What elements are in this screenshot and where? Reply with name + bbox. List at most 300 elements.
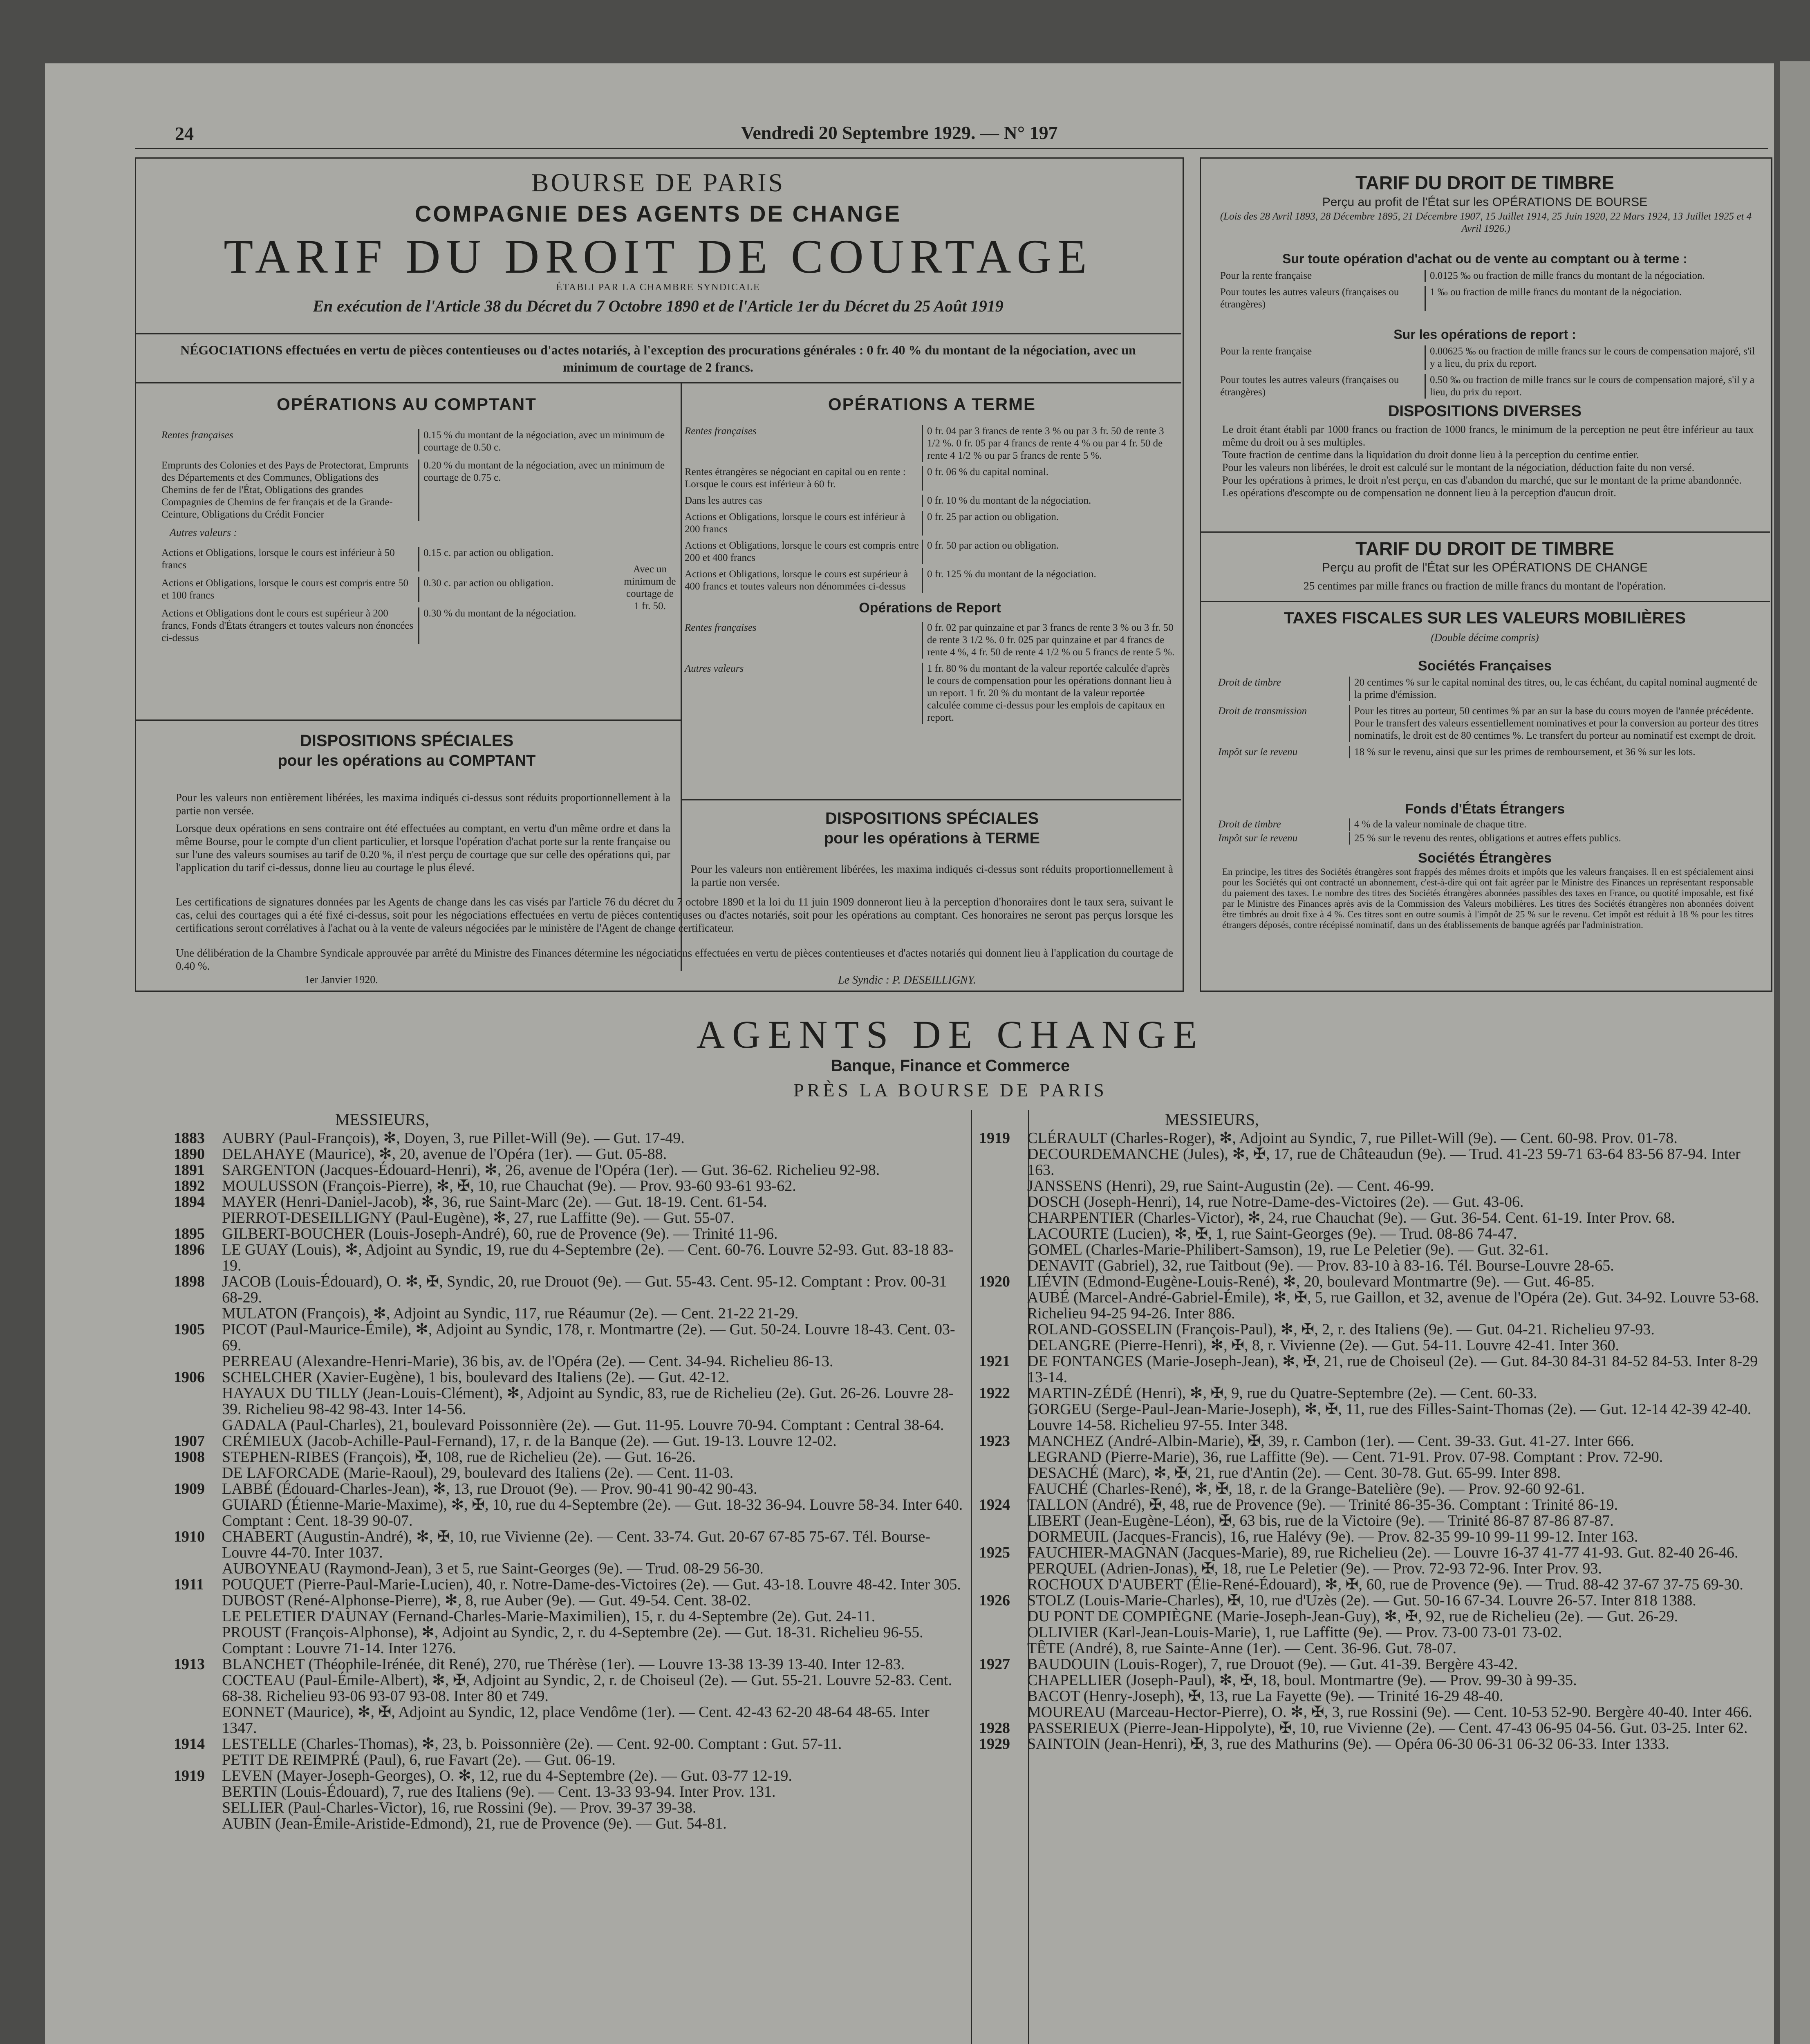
agent-entry	[174, 1417, 967, 1433]
timbre-disposition: Les opérations d'escompte ou de compensation ne donnent lieu à la perception d'aucun droit.	[1222, 487, 1616, 499]
tax-value: Pour les titres au porteur, 50 centimes % par an sur la base du cours moyen de l'année précédente. Pour le transfert des valeurs essentiellement nominatives et pour la conversion au porteur des titres nominatifs, le droit est de 80 centimes %. Le transfert du porteur au nominatif est exempt de droit.	[1349, 705, 1762, 742]
agent-year: 1892	[174, 1177, 205, 1195]
agent-year	[174, 1784, 222, 1800]
agent-text: STEPHEN-RIBES (François), ✠, 108, rue de Richelieu (2e). — Gut. 16-26.	[222, 1448, 696, 1466]
courtage-footer-para2: Une délibération de la Chambre Syndicale approuvée par arrêté du Ministre des Finances détermine les négociations effectuées en vertu de pièces contentieuses et d'actes notariés qui donnent lieu à l'application du courtage de 0.40 %.	[176, 947, 1173, 972]
agent-year: 1924	[979, 1496, 1010, 1513]
taxes-title: TAXES FISCALES SUR LES VALEURS MOBILIÈRES	[1284, 609, 1686, 627]
agent-year: 1914	[174, 1735, 205, 1753]
agent-year	[174, 1800, 222, 1816]
agent-entry	[174, 1194, 967, 1210]
comptant-rule	[135, 719, 681, 721]
agent-entry	[979, 1593, 1766, 1609]
agent-text: BACOT (Henry-Joseph), ✠, 13, rue La Fayette (9e). — Trinité 16-29 48-40.	[1027, 1688, 1503, 1705]
agent-text: LABBÉ (Édouard-Charles-Jean), ✻, 13, rue Drouot (9e). — Prov. 90-41 90-42 90-43.	[222, 1480, 757, 1497]
agent-entry	[979, 1704, 1766, 1720]
agent-year	[979, 1704, 1027, 1720]
courtage-line1: BOURSE DE PARIS	[531, 168, 785, 197]
courtage-syndic: Le Syndic : P. DESEILLIGNY.	[838, 974, 976, 986]
agent-entry	[979, 1609, 1766, 1625]
agent-year: 1919	[174, 1767, 205, 1784]
agent-year	[174, 1417, 222, 1433]
tax-label: Droit de timbre	[1218, 819, 1281, 830]
timbre-subtitle: Perçu au profit de l'État sur les OPÉRATIONS DE BOURSE	[1322, 195, 1648, 209]
timbre-change-title: TARIF DU DROIT DE TIMBRE	[1355, 538, 1614, 559]
agent-entry	[174, 1178, 967, 1194]
agent-text: GADALA (Paul-Charles), 21, boulevard Poissonnière (2e). — Gut. 11-95. Louvre 70-94. Comptant : Central 38-64.	[222, 1416, 944, 1434]
agent-year	[979, 1672, 1027, 1688]
agent-text: SELLIER (Paul-Charles-Victor), 16, rue Rossini (9e). — Prov. 39-37 39-38.	[222, 1799, 697, 1816]
terme-heading: OPÉRATIONS A TERME	[828, 394, 1036, 414]
agent-text: DELAHAYE (Maurice), ✻, 20, avenue de l'Opéra (1er). — Gut. 05-88.	[222, 1145, 667, 1163]
agent-year: 1921	[979, 1353, 1010, 1370]
agent-entry	[174, 1226, 967, 1242]
timbre-change-text: 25 centimes par mille francs ou fraction de mille francs du montant de l'opération.	[1304, 580, 1666, 592]
agent-year	[174, 1816, 222, 1832]
agent-text: PASSERIEUX (Pierre-Jean-Hippolyte), ✠, 10, rue Vivienne (2e). — Cent. 47-43 06-95 04-56. Gut. 03-25. Inter 62.	[1027, 1719, 1748, 1737]
agent-text: LEVEN (Mayer-Joseph-Georges), O. ✻, 12, rue du 4-Septembre (2e). — Gut. 03-77 12-19.	[222, 1767, 792, 1784]
agent-entry	[174, 1577, 967, 1593]
agent-year: 1890	[174, 1145, 205, 1163]
agent-entry	[979, 1688, 1766, 1704]
agent-text: DECOURDEMANCHE (Jules), ✻, ✠, 17, rue de Châteaudun (9e). — Trud. 41-23 59-71 63-64 83-56 87-94. Inter 163.	[1027, 1145, 1741, 1179]
agent-text: CRÉMIEUX (Jacob-Achille-Paul-Fernand), 17, r. de la Banque (2e). — Gut. 19-13. Louvre 12-02.	[222, 1432, 837, 1450]
agent-year	[979, 1178, 1027, 1194]
agent-text: TALLON (André), ✠, 48, rue de Provence (9e). — Trinité 86-35-36. Comptant : Trinité 86-19.	[1027, 1496, 1618, 1513]
agent-year	[174, 1672, 222, 1704]
agent-entry	[174, 1529, 967, 1561]
agent-text: BLANCHET (Théophile-Irénée, dit René), 270, rue Thérèse (1er). — Louvre 13-38 13-39 13-40. Inter 12-83.	[222, 1656, 905, 1673]
agent-text: MULATON (François), ✻, Adjoint au Syndic, 117, rue Réaumur (2e). — Cent. 21-22 21-29.	[222, 1305, 799, 1322]
agent-text: PETIT DE REIMPRÉ (Paul), 6, rue Favart (2e). — Gut. 06-19.	[222, 1751, 616, 1768]
agent-entry	[979, 1641, 1766, 1656]
agent-entry	[174, 1561, 967, 1577]
timbre-disposition: Pour les valeurs non libérées, le droit est calculé sur le montant de la négociation, déduction faite du non versé.	[1222, 462, 1695, 473]
agent-text: GORGEU (Serge-Paul-Jean-Marie-Joseph), ✻, ✠, 11, rue des Filles-Saint-Thomas (2e). — Gut. 12-14 42-39 42-40. Louvre 14-58. Richelieu 97-55. Inter 348.	[1027, 1401, 1752, 1434]
agent-year	[979, 1625, 1027, 1641]
timbre-disposition: Toute fraction de centime dans la liquidation du droit donne lieu à la perception du centime entier.	[1222, 449, 1639, 461]
agent-entry	[174, 1354, 967, 1369]
agent-year	[979, 1577, 1027, 1593]
taxes-subtitle: (Double décime compris)	[1431, 632, 1539, 643]
agents-right-list	[979, 1130, 1766, 1752]
agent-year: 1894	[174, 1193, 205, 1210]
timbre-achat-heading: Sur toute opération d'achat ou de vente au comptant ou à terme :	[1282, 251, 1687, 266]
agent-text: DUBOST (René-Alphonse-Pierre), ✻, 8, rue Auber (9e). — Gut. 49-54. Cent. 38-02.	[222, 1592, 751, 1609]
agent-year	[979, 1146, 1027, 1178]
agent-entry	[979, 1433, 1766, 1449]
agent-entry	[174, 1146, 967, 1162]
rate-value: 0.30 % du montant de la négociation.	[423, 608, 576, 619]
agent-entry	[979, 1338, 1766, 1354]
terme-label: Rentes étrangères se négociant en capital ou en rente : Lorsque le cours est inférieur à 60 fr.	[685, 466, 906, 490]
agent-entry	[174, 1736, 967, 1752]
agent-text: LACOURTE (Lucien), ✻, ✠, 1, rue Saint-Georges (9e). — Trud. 08-86 74-47.	[1027, 1225, 1517, 1242]
agent-text: DESACHÉ (Marc), ✻, ✠, 21, rue d'Antin (2e). — Cent. 30-78. Gut. 65-99. Inter 898.	[1027, 1464, 1561, 1481]
report-value: 1 fr. 80 % du montant de la valeur reportée calculée d'après le cours de compensation pour les opérations donnant lieu à un report. 1 fr. 20 % du montant de la valeur reportée calculée comme ci-dessus pour les emplois de capitaux en report.	[922, 663, 1175, 724]
agent-text: DE LAFORCADE (Marie-Raoul), 29, boulevard des Italiens (2e). — Cent. 11-03.	[222, 1464, 734, 1481]
agent-text: LE PELETIER D'AUNAY (Fernand-Charles-Marie-Maximilien), 15, r. du 4-Septembre (2e). Gut. 24-11.	[222, 1608, 876, 1625]
agent-entry	[174, 1449, 967, 1465]
agent-entry	[174, 1784, 967, 1800]
agent-year	[174, 1354, 222, 1369]
agent-entry	[174, 1322, 967, 1354]
agent-entry	[174, 1369, 967, 1385]
agent-text: STOLZ (Louis-Marie-Charles), ✠, 10, rue d'Uzès (2e). — Gut. 50-16 67-34. Louvre 26-57. Inter 818 1388.	[1027, 1592, 1696, 1609]
timbre-value: 0.00625 ‰ ou fraction de mille francs sur le cours de compensation majoré, s'il y a lieu, du prix du report.	[1425, 345, 1760, 370]
agent-entry	[979, 1449, 1766, 1465]
agent-entry	[979, 1194, 1766, 1210]
agent-text: CHABERT (Augustin-André), ✻, ✠, 10, rue Vivienne (2e). — Cent. 33-74. Gut. 20-67 67-85 75-67. Tél. Bourse-Louvre 44-70. Inter 1037.	[222, 1528, 930, 1561]
agent-entry	[979, 1545, 1766, 1561]
terme-value: 0 fr. 125 % du montant de la négociation.	[922, 568, 1175, 593]
agent-entry	[979, 1226, 1766, 1242]
left-messieurs: MESSIEURS,	[335, 1110, 430, 1129]
agent-text: CLÉRAULT (Charles-Roger), ✻, Adjoint au Syndic, 7, rue Pillet-Will (9e). — Cent. 60-98. Prov. 01-78.	[1027, 1130, 1678, 1147]
agent-text: MAYER (Henri-Daniel-Jacob), ✻, 36, rue Saint-Marc (2e). — Gut. 18-19. Cent. 61-54.	[222, 1193, 767, 1210]
disp-comptant-heading: DISPOSITIONS SPÉCIALES	[300, 732, 514, 750]
agent-entry	[979, 1290, 1766, 1322]
terme-rule	[681, 799, 1181, 800]
agent-text: EONNET (Maurice), ✻, ✠, Adjoint au Syndic, 12, place Vendôme (1er). — Cent. 42-43 62-20 48-64 48-65. Inter 1347.	[222, 1703, 930, 1737]
agent-entry	[979, 1672, 1766, 1688]
rate-label: Actions et Obligations dont le cours est supérieur à 200 francs, Fonds d'États étrangers et toutes valeurs non énoncées ci-dessus	[161, 607, 419, 644]
timbre-change-subtitle: Perçu au profit de l'État sur les OPÉRATIONS DE CHANGE	[1322, 561, 1648, 574]
taxes-fr-heading: Sociétés Françaises	[1418, 658, 1552, 674]
agent-text: JACOB (Louis-Édouard), O. ✻, ✠, Syndic, 20, rue Drouot (9e). — Gut. 55-43. Cent. 95-12. Comptant : Prov. 00-31 68-29.	[222, 1273, 947, 1306]
timbre-label: Pour toutes les autres valeurs (françaises ou étrangères)	[1220, 374, 1399, 398]
disp-comptant-subheading: pour les opérations au COMPTANT	[278, 752, 536, 769]
timbre-rule	[1200, 531, 1770, 533]
agent-entry	[174, 1433, 967, 1449]
agent-text: LEGRAND (Pierre-Marie), 36, rue Laffitte (9e). — Cent. 71-91. Prov. 07-98. Comptant : Prov. 72-90.	[1027, 1448, 1663, 1466]
tax-label: Impôt sur le revenu	[1218, 746, 1298, 758]
terme-rates	[685, 425, 1175, 728]
minimum-note: Avec un minimum de courtage de 1 fr. 50.	[624, 564, 676, 612]
timbre-dispositions-heading: DISPOSITIONS DIVERSES	[1388, 403, 1582, 420]
courtage-rule-2	[135, 382, 1181, 383]
agent-year	[979, 1290, 1027, 1322]
terme-value: 0 fr. 25 par action ou obligation.	[922, 511, 1175, 536]
agent-year: 1911	[174, 1576, 204, 1593]
agent-year: 1929	[979, 1735, 1010, 1753]
agent-year	[174, 1561, 222, 1577]
agent-year	[174, 1210, 222, 1226]
report-label: Rentes françaises	[685, 622, 757, 633]
agents-subtitle: Banque, Finance et Commerce	[831, 1057, 1070, 1075]
agent-year	[979, 1194, 1027, 1210]
agent-entry	[979, 1529, 1766, 1545]
disp-terme-para: Pour les valeurs non entièrement libérées, les maxima indiqués ci-dessus sont réduits proportionnellement à la partie non versée.	[691, 863, 1173, 888]
agent-text: AUBOYNEAU (Raymond-Jean), 3 et 5, rue Saint-Georges (9e). — Trud. 08-29 56-30.	[222, 1560, 764, 1577]
report-label: Autres valeurs	[685, 663, 744, 674]
agent-text: MARTIN-ZÉDÉ (Henri), ✻, ✠, 9, rue du Quatre-Septembre (2e). — Cent. 60-33.	[1027, 1385, 1537, 1402]
courtage-footer-para1: Les certifications de signatures données par les Agents de change dans les cas visés par l'article 76 du décret du 7 octobre 1890 et la loi du 11 juin 1909 donneront lieu à la perception d'honoraires dont le taux sera, suivant le cas, celui des courtages qui a été fixé ci-dessus, soit pour les négociations effectuées en vertu de pièces contentieuses ou d'actes notariés, soit pour les opérations au comptant. Ces honoraires ne seront pas perçus lorsque les certifications seront corrélatives à l'achat ou à la vente de valeurs négociées par le ministère de l'Agent de change certificateur.	[176, 896, 1173, 934]
agents-col-divider	[971, 1110, 972, 2044]
agent-year	[174, 1704, 222, 1736]
agent-text: SAINTOIN (Jean-Henri), ✠, 3, rue des Mathurins (9e). — Opéra 06-30 06-31 06-32 06-33. Inter 1333.	[1027, 1735, 1669, 1753]
agent-entry	[174, 1609, 967, 1625]
agent-year	[979, 1513, 1027, 1529]
agent-entry	[174, 1274, 967, 1306]
courtage-title: TARIF DU DROIT DE COURTAGE	[224, 230, 1093, 283]
agent-text: FAUCHÉ (Charles-René), ✻, ✠, 18, r. de la Grange-Batelière (9e). — Prov. 92-60 92-61.	[1027, 1480, 1585, 1497]
agent-text: LIBERT (Jean-Eugène-Léon), ✠, 63 bis, rue de la Victoire (9e). — Trinité 86-87 87-86 87-87.	[1027, 1512, 1614, 1529]
header-rule	[135, 148, 1768, 149]
courtage-col-divider	[681, 382, 682, 971]
rate-label: Actions et Obligations, lorsque le cours est compris entre 50 et 100 francs	[161, 577, 419, 602]
agent-text: HAYAUX DU TILLY (Jean-Louis-Clément), ✻, Adjoint au Syndic, 83, rue de Richelieu (2e). Gut. 26-26. Louvre 28-39. Richelieu 98-42 98-43. Inter 14-56.	[222, 1385, 954, 1418]
agent-text: CHARPENTIER (Charles-Victor), ✻, 24, rue Chauchat (9e). — Gut. 36-54. Cent. 61-19. Inter Prov. 68.	[1027, 1209, 1675, 1226]
timbre-laws: (Lois des 28 Avril 1893, 28 Décembre 1895, 21 Décembre 1907, 15 Juillet 1914, 25 Juin 1920, 22 Mars 1924, 13 Juillet 1925 et 4 Avril 1926.)	[1220, 211, 1752, 234]
agent-entry	[174, 1465, 967, 1481]
agent-entry	[979, 1720, 1766, 1736]
agent-entry	[174, 1242, 967, 1274]
terme-value: 0 fr. 50 par action ou obligation.	[922, 540, 1175, 564]
timbre-value: 0.0125 ‰ ou fraction de mille francs du montant de la négociation.	[1425, 270, 1760, 282]
agent-entry	[979, 1322, 1766, 1338]
agent-text: FAUCHIER-MAGNAN (Jacques-Marie), 89, rue Richelieu (2e). — Louvre 16-37 41-77 41-93. Gut. 82-40 26-46.	[1027, 1544, 1738, 1561]
agent-entry	[979, 1130, 1766, 1146]
agent-text: PERQUEL (Adrien-Jonas), ✠, 18, rue Le Peletier (9e). — Prov. 72-93 72-96. Inter Prov. 93.	[1027, 1560, 1602, 1577]
adjacent-page-edge	[1780, 61, 1810, 2044]
agent-text: TÊTE (André), 8, rue Sainte-Anne (1er). — Cent. 36-96. Gut. 78-07.	[1027, 1640, 1456, 1657]
autres-valeurs: Autres valeurs :	[170, 527, 237, 538]
agent-entry	[979, 1656, 1766, 1672]
timbre-label: Pour la rente française	[1220, 346, 1312, 357]
agent-year	[979, 1465, 1027, 1481]
taxes-etr-list	[1218, 818, 1762, 846]
tax-label: Droit de timbre	[1218, 677, 1281, 688]
terme-value: 0 fr. 06 % du capital nominal.	[922, 466, 1175, 491]
agent-text: COCTEAU (Paul-Émile-Albert), ✻, ✠, Adjoint au Syndic, 2, r. de Choiseul (2e). — Gut. 55-21. Louvre 52-83. Cent. 68-38. Richelieu 93-06 93-07 93-08. Inter 80 et 749.	[222, 1672, 952, 1705]
agent-entry	[174, 1130, 967, 1146]
agent-entry	[979, 1736, 1766, 1752]
agent-text: ROLAND-GOSSELIN (François-Paul), ✻, ✠, 2, r. des Italiens (9e). — Gut. 04-21. Richelieu 97-93.	[1027, 1321, 1655, 1338]
agent-text: LIÉVIN (Edmond-Eugène-Louis-René), ✻, 20, boulevard Montmartre (9e). — Gut. 46-85.	[1027, 1273, 1595, 1290]
agent-year: 1883	[174, 1130, 205, 1147]
agent-text: GOMEL (Charles-Marie-Philibert-Samson), 19, rue Le Peletier (9e). — Gut. 32-61.	[1027, 1241, 1549, 1258]
agent-entry	[174, 1497, 967, 1529]
agent-text: POUQUET (Pierre-Paul-Marie-Lucien), 40, r. Notre-Dame-des-Victoires (2e). — Gut. 43-18. Louvre 48-42. Inter 305.	[222, 1576, 961, 1593]
rate-label: Emprunts des Colonies et des Pays de Protectorat, Emprunts des Départements et des Communes, Obligations des Chemins de fer de l'État, Obligations des grandes Compagnies de Chemins de fer français et de la Grande-Ceinture, Obligations du Crédit Foncier	[161, 459, 419, 521]
agent-entry	[174, 1816, 967, 1832]
courtage-negociations: NÉGOCIATIONS effectuées en vertu de pièces contentieuses ou d'actes notariés, à l'exception des procurations générales : 0 fr. 40 % du montant de la négociation, avec un minimum de courtage de 2 francs.	[180, 343, 1136, 374]
agent-year	[979, 1401, 1027, 1433]
courtage-line2: COMPAGNIE DES AGENTS DE CHANGE	[414, 201, 902, 226]
agent-year: 1895	[174, 1225, 205, 1242]
agent-year	[979, 1688, 1027, 1704]
agent-year	[979, 1226, 1027, 1242]
agent-text: DENAVIT (Gabriel), 32, rue Taitbout (9e). — Prov. 83-10 à 83-16. Tél. Bourse-Louvre 28-65.	[1027, 1257, 1614, 1274]
courtage-decree: En exécution de l'Article 38 du Décret du 7 Octobre 1890 et de l'Article 1er du Décret du 25 Août 1919	[313, 297, 1004, 315]
agent-text: AUBRY (Paul-François), ✻, Doyen, 3, rue Pillet-Will (9e). — Gut. 17-49.	[222, 1130, 685, 1147]
agent-year	[174, 1465, 222, 1481]
courtage-rule	[135, 333, 1181, 334]
timbre-report-list	[1220, 345, 1760, 403]
tax-label: Droit de transmission	[1218, 706, 1307, 717]
agent-entry	[979, 1481, 1766, 1497]
report-value: 0 fr. 02 par quinzaine et par 3 francs de rente 3 % ou 3 fr. 50 de rente 3 1/2 %. 0 fr. 025 par quinzaine et par 4 francs de rente 4 %, 4 fr. 50 de rente 4 1/2 % ou 5 francs de rente 5 %.	[922, 622, 1175, 659]
tax-value: 4 % de la valeur nominale de chaque titre.	[1349, 818, 1762, 831]
agent-text: BAUDOUIN (Louis-Roger), 7, rue Drouot (9e). — Gut. 41-39. Bergère 43-42.	[1027, 1656, 1518, 1673]
agent-year: 1907	[174, 1432, 205, 1450]
agent-text: ROCHOUX D'AUBERT (Élie-René-Édouard), ✻, ✠, 60, rue de Provence (9e). — Trud. 88-42 37-67 37-75 69-30.	[1027, 1576, 1743, 1593]
agent-entry	[979, 1274, 1766, 1290]
agent-text: DE FONTANGES (Marie-Joseph-Jean), ✻, ✠, 21, rue de Choiseul (2e). — Gut. 84-30 84-31 84-52 84-53. Inter 8-29 13-14.	[1027, 1353, 1758, 1386]
agent-entry	[174, 1768, 967, 1784]
agent-entry	[979, 1577, 1766, 1593]
agent-year	[979, 1641, 1027, 1656]
agent-year: 1922	[979, 1385, 1010, 1402]
agent-year: 1909	[174, 1480, 205, 1497]
agent-entry	[174, 1162, 967, 1178]
agent-year: 1913	[174, 1656, 205, 1673]
agent-year: 1908	[174, 1448, 205, 1466]
agent-entry	[979, 1385, 1766, 1401]
disp-comptant-para2: Lorsque deux opérations en sens contraire ont été effectuées au comptant, en vertu d'un même ordre et dans la même Bourse, pour le compte d'un client particulier, et lorsque l'opération d'achat porte sur la rente française ou sur l'une des valeurs soumises au tarif de 0.20 %, il n'est perçu de courtage que sur celle des opérations qui, par l'application du tarif ci-dessus, donne lieu au courtage le plus élevé.	[176, 822, 670, 874]
agent-year: 1919	[979, 1130, 1010, 1147]
agent-text: AUBÉ (Marcel-André-Gabriel-Émile), ✻, ✠, 5, rue Gaillon, et 32, avenue de l'Opéra (2e). Gut. 34-92. Louvre 53-68. Richelieu 94-25 94-26. Inter 886.	[1027, 1289, 1759, 1322]
agent-text: MANCHEZ (André-Albin-Marie), ✠, 39, r. Cambon (1er). — Cent. 39-33. Gut. 41-27. Inter 666.	[1027, 1432, 1635, 1450]
agent-entry	[979, 1401, 1766, 1433]
agent-year	[174, 1625, 222, 1656]
timbre-dispositions	[1222, 423, 1754, 499]
agents-subtitle2: PRÈS LA BOURSE DE PARIS	[793, 1080, 1107, 1100]
taxes-soc-etr-heading: Sociétés Étrangères	[1418, 850, 1552, 866]
timbre-disposition: Le droit étant établi par 1000 francs ou fraction de 1000 francs, le minimum de la perception ne peut être inférieur au taux même du droit ou à ses multiples.	[1222, 424, 1754, 448]
tax-value: 18 % sur le revenu, ainsi que sur les primes de remboursement, et 36 % sur les lots.	[1349, 746, 1762, 758]
agent-entry	[979, 1354, 1766, 1385]
agent-year	[979, 1258, 1027, 1274]
agent-entry	[174, 1704, 967, 1736]
rate-value: 0.15 c. par action ou obligation.	[423, 547, 553, 558]
agent-year: 1925	[979, 1544, 1010, 1561]
agent-year	[174, 1752, 222, 1768]
agent-entry	[174, 1800, 967, 1816]
timbre-label: Pour la rente française	[1220, 270, 1312, 281]
agent-text: MOULUSSON (François-Pierre), ✻, ✠, 10, rue Chauchat (9e). — Prov. 93-60 93-61 93-62.	[222, 1177, 796, 1195]
comptant-heading: OPÉRATIONS AU COMPTANT	[277, 394, 537, 414]
agent-text: CHAPELLIER (Joseph-Paul), ✻, ✠, 18, boul. Montmartre (9e). — Prov. 99-30 à 99-35.	[1027, 1672, 1577, 1689]
agent-year	[174, 1609, 222, 1625]
courtage-established: ÉTABLI PAR LA CHAMBRE SYNDICALE	[556, 282, 760, 293]
agent-year: 1898	[174, 1273, 205, 1290]
agent-year	[979, 1481, 1027, 1497]
agent-text: DORMEUIL (Jacques-Francis), 16, rue Halévy (9e). — Prov. 82-35 99-10 99-11 99-12. Inter 163.	[1027, 1528, 1638, 1545]
taxes-fr-list	[1218, 677, 1762, 762]
rate-value: 0.20 % du montant de la négociation, avec un minimum de courtage de 0.75 c.	[423, 460, 665, 483]
agent-year	[174, 1497, 222, 1529]
timbre-disposition: Pour les opérations à primes, le droit n'est perçu, en cas d'abandon du marché, que sur le montant de la prime abandonnée.	[1222, 474, 1742, 486]
tax-value: 20 centimes % sur le capital nominal des titres, ou, le cas échéant, du capital nominal augmenté de la prime d'émission.	[1349, 677, 1762, 701]
rate-label: Rentes françaises	[161, 429, 419, 454]
agent-year: 1923	[979, 1432, 1010, 1450]
courtage-date: 1er Janvier 1920.	[305, 974, 378, 986]
agent-year	[979, 1609, 1027, 1625]
taxes-soc-etr-text: En principe, les titres des Sociétés étrangères sont frappés des mêmes droits et impôts que les valeurs françaises. Il en est spécialement ainsi pour les Sociétés qui ont contracté un abonnement, c'est-à-dire qui ont fait agréer par le Ministre des Finances un représentant responsable du paiement des taxes. Le nombre des titres des Sociétés étrangères abonnées passibles des taxes en France, ou quotité imposable, est fixé par le Ministre des Finances après avis de la Commission des Valeurs mobilières. Les titres des Sociétés étrangères non abonnées doivent être timbrés au droit fixe à 4 %. Ces titres sont en outre soumis à l'impôt de 25 % sur le revenu. Cet impôt est réduit à 18 % pour les titres étrangers déposés, contre récépissé nominatif, dans un des établissements de banque agréés par l'administration.	[1222, 867, 1754, 930]
agent-entry	[174, 1306, 967, 1322]
timbre-value: 0.50 ‰ ou fraction de mille francs sur le cours de compensation majoré, s'il y a lieu, du prix du report.	[1425, 374, 1760, 399]
agent-year	[979, 1449, 1027, 1465]
agent-year: 1910	[174, 1528, 205, 1545]
agent-text: PERREAU (Alexandre-Henri-Marie), 36 bis, av. de l'Opéra (2e). — Cent. 34-94. Richelieu 86-13.	[222, 1353, 833, 1370]
terme-label: Rentes françaises	[685, 426, 757, 437]
agent-text: SARGENTON (Jacques-Édouard-Henri), ✻, 26, avenue de l'Opéra (1er). — Gut. 36-62. Richelieu 92-98.	[222, 1161, 880, 1179]
agent-year	[174, 1306, 222, 1322]
agent-text: AUBIN (Jean-Émile-Aristide-Edmond), 21, rue de Provence (9e). — Gut. 54-81.	[222, 1815, 727, 1832]
terme-label: Actions et Obligations, lorsque le cours est inférieur à 200 francs	[685, 511, 905, 535]
agent-entry	[174, 1481, 967, 1497]
tax-value: 25 % sur le revenu des rentes, obligations et autres effets publics.	[1349, 832, 1762, 845]
agent-year: 1926	[979, 1592, 1010, 1609]
agent-year: 1928	[979, 1719, 1010, 1737]
report-heading: Opérations de Report	[859, 600, 1001, 616]
rate-value: 0.15 % du montant de la négociation, avec un minimum de courtage de 0.50 c.	[423, 430, 665, 453]
agent-text: DELANGRE (Pierre-Henri), ✻, ✠, 8, r. Vivienne (2e). — Gut. 54-11. Louvre 42-41. Inter 360.	[1027, 1337, 1620, 1354]
agent-text: SCHELCHER (Xavier-Eugène), 1 bis, boulevard des Italiens (2e). — Gut. 42-12.	[222, 1369, 730, 1386]
agent-year	[979, 1561, 1027, 1577]
timbre-value: 1 ‰ ou fraction de mille francs du montant de la négociation.	[1425, 286, 1760, 311]
agent-entry	[174, 1625, 967, 1656]
agent-entry	[979, 1513, 1766, 1529]
agent-entry	[174, 1752, 967, 1768]
rate-label: Actions et Obligations, lorsque le cours est inférieur à 50 francs	[161, 547, 419, 572]
agent-entry	[979, 1242, 1766, 1258]
agent-entry	[174, 1656, 967, 1672]
agents-left-list	[174, 1130, 967, 1832]
agent-entry	[174, 1210, 967, 1226]
agent-entry	[979, 1146, 1766, 1178]
agent-entry	[979, 1561, 1766, 1577]
agent-year: 1906	[174, 1369, 205, 1386]
timbre-title: TARIF DU DROIT DE TIMBRE	[1355, 172, 1614, 193]
agent-year	[979, 1529, 1027, 1545]
agent-entry	[979, 1497, 1766, 1513]
agent-year	[979, 1242, 1027, 1258]
agent-entry	[174, 1385, 967, 1417]
agent-text: JANSSENS (Henri), 29, rue Saint-Augustin (2e). — Cent. 46-99.	[1027, 1177, 1434, 1195]
agent-text: DOSCH (Joseph-Henri), 14, rue Notre-Dame-des-Victoires (2e). — Gut. 43-06.	[1027, 1193, 1524, 1210]
agent-year: 1891	[174, 1161, 205, 1179]
agent-entry	[979, 1625, 1766, 1641]
agent-year	[979, 1210, 1027, 1226]
agent-year	[979, 1322, 1027, 1338]
rate-value: 0.30 c. par action ou obligation.	[423, 578, 553, 589]
tax-label: Impôt sur le revenu	[1218, 833, 1298, 844]
agent-year	[174, 1385, 222, 1417]
terme-label: Dans les autres cas	[685, 495, 762, 506]
taxes-rule	[1200, 601, 1770, 602]
comptant-rates	[161, 429, 677, 650]
terme-label: Actions et Obligations, lorsque le cours est supérieur à 400 francs et toutes valeurs non dénommées ci-dessus	[685, 569, 908, 592]
agent-entry	[979, 1465, 1766, 1481]
agent-text: GUIARD (Étienne-Marie-Maxime), ✻, ✠, 10, rue du 4-Septembre (2e). — Gut. 18-32 36-94. Louvre 58-34. Inter 640. Comptant : Cent. 18-39 90-07.	[222, 1496, 963, 1529]
agent-year	[979, 1338, 1027, 1354]
agent-entry	[979, 1178, 1766, 1194]
agent-year: 1920	[979, 1273, 1010, 1290]
timbre-achat-list	[1220, 270, 1760, 315]
terme-label: Actions et Obligations, lorsque le cours est compris entre 200 et 400 francs	[685, 540, 919, 563]
agent-text: MOUREAU (Marceau-Hector-Pierre), O. ✻, ✠, 3, rue Rossini (9e). — Cent. 10-53 52-90. Bergère 40-40. Inter 466.	[1027, 1703, 1752, 1721]
timbre-report-heading: Sur les opérations de report :	[1393, 327, 1576, 342]
agent-text: PIERROT-DESEILLIGNY (Paul-Eugène), ✻, 27, rue Laffitte (9e). — Gut. 55-07.	[222, 1209, 735, 1226]
agent-text: DU PONT DE COMPIÈGNE (Marie-Joseph-Jean-Guy), ✻, ✠, 92, rue de Richelieu (2e). — Gut. 26-29.	[1027, 1608, 1678, 1625]
right-messieurs: MESSIEURS,	[1165, 1110, 1259, 1129]
agent-year: 1927	[979, 1656, 1010, 1673]
agent-year: 1905	[174, 1321, 205, 1338]
issue-date: Vendredi 20 Septembre 1929. — N° 197	[741, 122, 1058, 143]
